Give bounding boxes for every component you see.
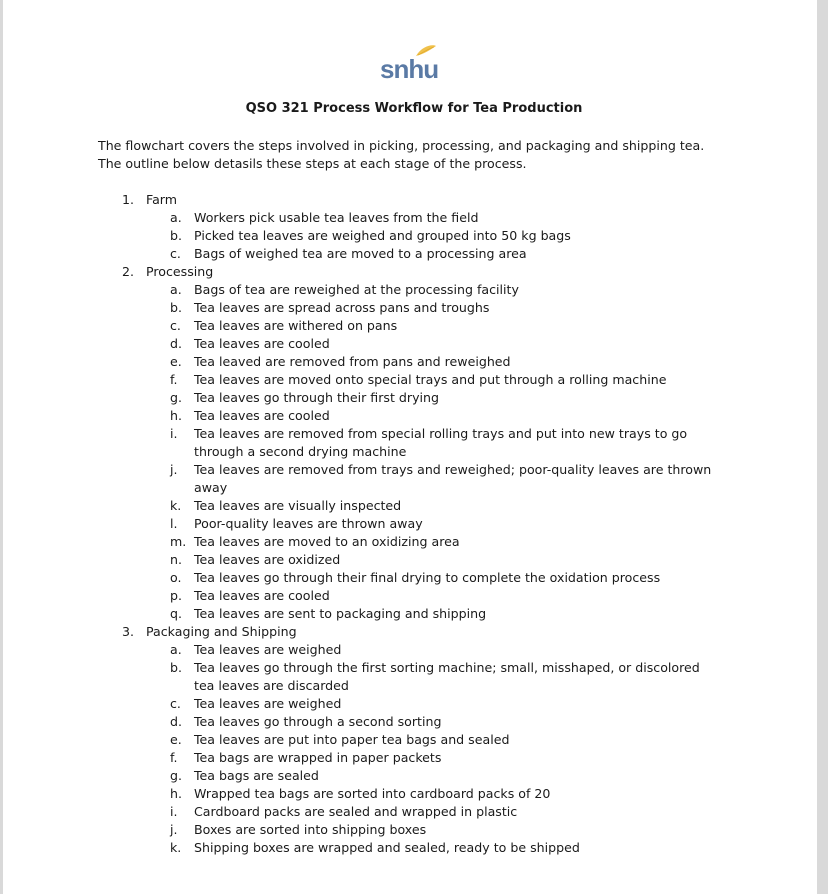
item-text: Tea leaves go through their first drying	[194, 390, 439, 405]
item-text: Tea leaves are oxidized	[194, 552, 341, 567]
list-item	[0, 281, 724, 299]
item-letter: j.	[170, 822, 178, 837]
item-letter: m.	[170, 534, 187, 549]
list-item	[0, 659, 724, 695]
item-letter: a.	[170, 282, 182, 297]
item-text: Bags of weighed tea are moved to a processing area	[194, 246, 527, 261]
list-item	[0, 299, 724, 317]
section-label: Processing	[146, 264, 214, 279]
item-text: Tea leaves are weighed	[194, 696, 342, 711]
item-letter: e.	[170, 732, 182, 747]
section-number: 1.	[122, 192, 135, 207]
list-item	[0, 335, 724, 353]
item-text: Tea leaves are cooled	[194, 336, 330, 351]
list-item	[0, 317, 724, 335]
item-letter: f.	[170, 750, 178, 765]
item-letter: a.	[170, 642, 182, 657]
item-letter: f.	[170, 372, 178, 387]
item-text: Tea leaves go through the first sorting machine; small, misshaped, or discolored tea leaves are discarded	[194, 660, 700, 693]
item-letter: e.	[170, 354, 182, 369]
list-item	[0, 749, 724, 767]
intro-paragraph: The flowchart covers the steps involved in picking, processing, and packaging and shipping tea. The outline below detasils these steps at each stage of the process.	[98, 138, 705, 171]
item-letter: g.	[170, 390, 182, 405]
list-item	[0, 533, 724, 551]
list-item	[0, 515, 724, 533]
list-item	[0, 371, 724, 389]
list-item	[0, 209, 724, 227]
item-letter: k.	[170, 498, 182, 513]
item-text: Tea leaves are removed from special rolling trays and put into new trays to go through a second drying machine	[194, 426, 688, 459]
item-text: Tea leaves are spread across pans and troughs	[194, 300, 490, 315]
item-letter: d.	[170, 714, 182, 729]
item-text: Poor-quality leaves are thrown away	[194, 516, 423, 531]
logo-text: snhu	[380, 54, 439, 84]
item-text: Tea leaves are put into paper tea bags and sealed	[194, 732, 510, 747]
item-text: Tea leaves go through a second sorting	[194, 714, 442, 729]
item-letter: h.	[170, 408, 182, 423]
list-item	[0, 407, 724, 425]
list-item	[0, 839, 724, 857]
item-text: Tea leaves are moved onto special trays and put through a rolling machine	[194, 372, 667, 387]
item-letter: a.	[170, 210, 182, 225]
list-item	[0, 821, 724, 839]
section-number: 2.	[122, 264, 135, 279]
item-text: Bags of tea are reweighed at the processing facility	[194, 282, 519, 297]
list-item	[0, 713, 724, 731]
list-item	[0, 551, 724, 569]
section-label: Farm	[146, 192, 178, 207]
list-item	[0, 803, 724, 821]
outline-list	[0, 191, 828, 857]
section-heading	[0, 623, 828, 641]
list-item	[0, 497, 724, 515]
item-letter: b.	[170, 300, 182, 315]
item-text: Workers pick usable tea leaves from the field	[194, 210, 479, 225]
list-item	[0, 389, 724, 407]
section-number: 3.	[122, 624, 135, 639]
list-item	[0, 605, 724, 623]
list-item	[0, 245, 724, 263]
list-item	[0, 353, 724, 371]
item-text: Tea leaves go through their final drying to complete the oxidation process	[194, 570, 661, 585]
item-text: Tea bags are wrapped in paper packets	[194, 750, 442, 765]
list-item	[0, 731, 724, 749]
item-text: Boxes are sorted into shipping boxes	[194, 822, 427, 837]
list-item	[0, 461, 724, 497]
item-text: Shipping boxes are wrapped and sealed, ready to be shipped	[194, 840, 580, 855]
item-letter: n.	[170, 552, 182, 567]
item-text: Cardboard packs are sealed and wrapped in plastic	[194, 804, 518, 819]
item-letter: h.	[170, 786, 182, 801]
item-text: Tea leaves are cooled	[194, 408, 330, 423]
list-item	[0, 587, 724, 605]
item-letter: c.	[170, 696, 181, 711]
item-text: Tea leaves are moved to an oxidizing area	[194, 534, 460, 549]
item-letter: b.	[170, 660, 182, 675]
item-text: Tea bags are sealed	[194, 768, 319, 783]
item-text: Wrapped tea bags are sorted into cardboard packs of 20	[194, 786, 551, 801]
list-item	[0, 785, 724, 803]
item-text: Picked tea leaves are weighed and grouped into 50 kg bags	[194, 228, 571, 243]
section-label: Packaging and Shipping	[146, 624, 297, 639]
item-text: Tea leaves are withered on pans	[194, 318, 398, 333]
item-text: Tea leaves are removed from trays and reweighed; poor-quality leaves are thrown away	[194, 462, 712, 495]
section-heading	[0, 191, 828, 209]
item-letter: j.	[170, 462, 178, 477]
list-item	[0, 569, 724, 587]
item-letter: g.	[170, 768, 182, 783]
item-letter: k.	[170, 840, 182, 855]
item-letter: c.	[170, 246, 181, 261]
list-item	[0, 641, 724, 659]
item-text: Tea leaves are sent to packaging and shipping	[194, 606, 487, 621]
document-title: QSO 321 Process Workflow for Tea Production	[245, 101, 583, 116]
item-text: Tea leaved are removed from pans and reweighed	[194, 354, 511, 369]
snhu-logo	[378, 44, 440, 84]
list-item	[0, 767, 724, 785]
item-text: Tea leaves are weighed	[194, 642, 342, 657]
item-letter: p.	[170, 588, 182, 603]
item-letter: l.	[170, 516, 178, 531]
item-text: Tea leaves are visually inspected	[194, 498, 402, 513]
item-letter: q.	[170, 606, 182, 621]
list-item	[0, 425, 724, 461]
item-letter: b.	[170, 228, 182, 243]
item-letter: c.	[170, 318, 181, 333]
list-item	[0, 227, 724, 245]
item-letter: o.	[170, 570, 182, 585]
item-letter: i.	[170, 426, 178, 441]
item-text: Tea leaves are cooled	[194, 588, 330, 603]
item-letter: d.	[170, 336, 182, 351]
section-heading	[0, 263, 828, 281]
list-item	[0, 695, 724, 713]
item-letter: i.	[170, 804, 178, 819]
